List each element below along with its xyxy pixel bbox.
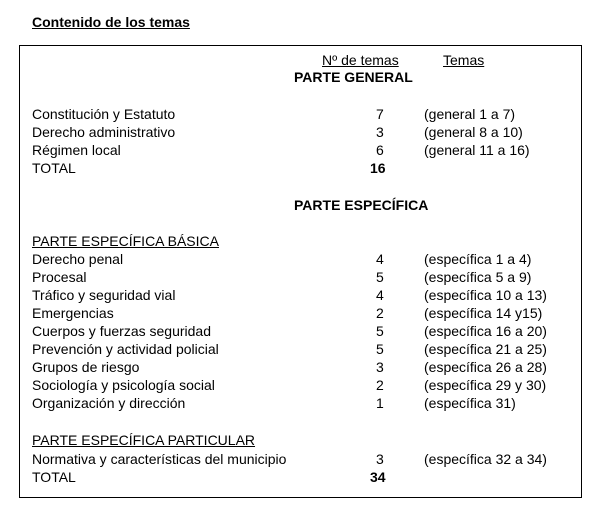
row-num: 2: [376, 305, 384, 321]
row-name: Organización y dirección: [32, 395, 186, 411]
row-tema: (general 8 a 10): [424, 124, 523, 140]
row-num: 5: [376, 323, 384, 339]
row-name: Procesal: [32, 269, 87, 285]
row-name: Derecho administrativo: [32, 124, 176, 140]
subsection-heading-particular: PARTE ESPECÍFICA PARTICULAR: [32, 432, 256, 448]
total-label-general: TOTAL: [32, 160, 76, 176]
row-name: Cuerpos y fuerzas seguridad: [32, 323, 211, 339]
row-tema: (general 1 a 7): [424, 106, 516, 122]
row-name: Derecho penal: [32, 251, 124, 267]
row-num: 5: [376, 269, 384, 285]
subsection-heading-basica: PARTE ESPECÍFICA BÁSICA: [32, 233, 219, 249]
row-tema: (específica 10 a 13): [424, 287, 547, 303]
row-num: 7: [376, 106, 384, 122]
row-num: 6: [376, 142, 384, 158]
row-name: Tráfico y seguridad vial: [32, 287, 176, 303]
row-num: 3: [376, 451, 384, 467]
row-name: Normativa y características del municipio: [32, 451, 287, 467]
row-num: 4: [376, 251, 384, 267]
row-name: Sociología y psicología social: [32, 377, 215, 393]
row-tema: (específica 5 a 9): [424, 269, 532, 285]
row-tema: (específica 21 a 25): [424, 341, 547, 357]
total-value-especifica: 34: [370, 469, 386, 485]
row-tema: (específica 31): [424, 395, 516, 411]
column-header-num: Nº de temas: [322, 52, 399, 68]
row-num: 5: [376, 341, 384, 357]
section-heading-general: PARTE GENERAL: [294, 69, 413, 85]
document-title: Contenido de los temas: [32, 14, 190, 30]
total-value-general: 16: [370, 160, 386, 176]
row-num: 2: [376, 377, 384, 393]
row-name: Grupos de riesgo: [32, 359, 140, 375]
section-heading-especifica: PARTE ESPECÍFICA: [294, 197, 429, 213]
row-tema: (específica 16 a 20): [424, 323, 547, 339]
column-header-temas: Temas: [443, 52, 485, 68]
row-tema: (general 11 a 16): [424, 142, 530, 158]
row-tema: (específica 1 a 4): [424, 251, 532, 267]
row-name: Emergencias: [32, 305, 114, 321]
total-label-especifica: TOTAL: [32, 469, 76, 485]
row-tema: (específica 14 y15): [424, 305, 543, 321]
row-tema: (específica 29 y 30): [424, 377, 547, 393]
row-tema: (específica 32 a 34): [424, 451, 547, 467]
row-name: Constitución y Estatuto: [32, 106, 176, 122]
row-name: Prevención y actividad policial: [32, 341, 219, 357]
row-num: 1: [376, 395, 384, 411]
row-num: 4: [376, 287, 384, 303]
row-num: 3: [376, 359, 384, 375]
row-tema: (específica 26 a 28): [424, 359, 547, 375]
row-num: 3: [376, 124, 384, 140]
row-name: Régimen local: [32, 142, 121, 158]
